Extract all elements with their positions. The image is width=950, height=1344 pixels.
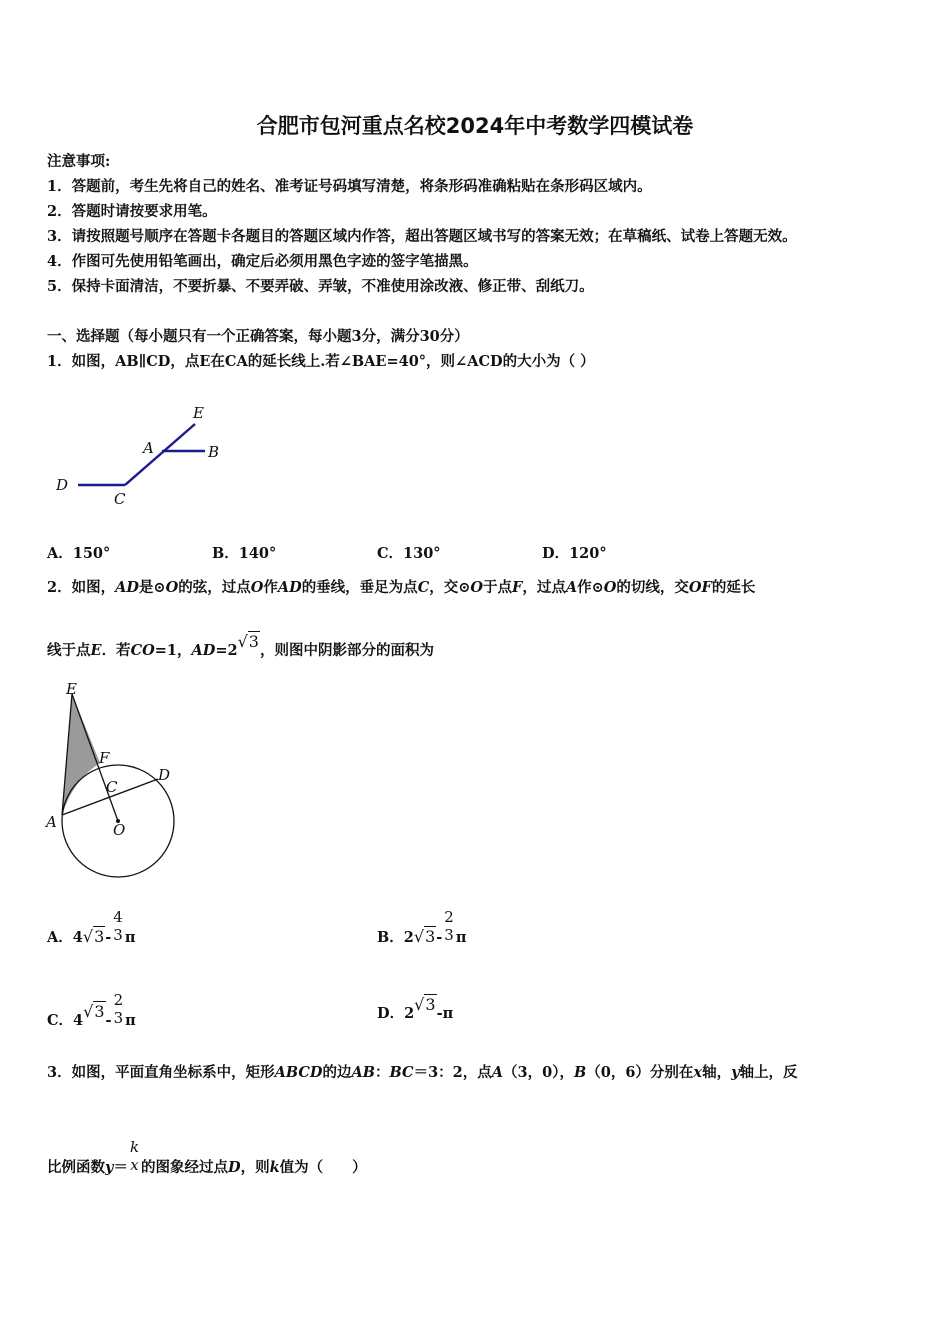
text: 轴，	[702, 1064, 732, 1081]
radicand: 3	[425, 995, 436, 1014]
option-letter: C．	[47, 1012, 74, 1029]
fraction	[130, 1138, 139, 1174]
coef: 4	[72, 929, 83, 946]
radicand: 3	[248, 632, 259, 651]
text: （0，6）分别在	[586, 1064, 694, 1081]
var-ab: AB	[351, 1064, 375, 1081]
text: 3．如图，平面直角坐标系中，矩形	[47, 1064, 275, 1081]
text: ，则图中阴影部分的面积为	[259, 642, 434, 659]
label-c: C	[106, 778, 118, 796]
sqrt: √3	[82, 927, 105, 946]
sqrt: √3	[413, 927, 436, 946]
question-1-figure	[50, 398, 240, 513]
question-1-option-c[interactable]: C．130°	[377, 545, 441, 562]
radicand: 3	[94, 927, 105, 946]
coef: 2	[403, 929, 414, 946]
question-1-text: 1．如图，AB∥CD，点E在CA的延长线上.若∠BAE=40°，则∠ACD的大小为（ ）	[47, 353, 595, 370]
var-bc: BC	[389, 1064, 414, 1081]
denominator: 3	[113, 926, 123, 944]
numerator: 4	[113, 908, 123, 926]
text: 的切线，交	[616, 579, 689, 596]
minus: -	[105, 1012, 112, 1029]
label-d: D	[56, 476, 69, 494]
var-of: OF	[688, 579, 712, 596]
label-d: D	[158, 766, 171, 784]
var-o: O	[250, 579, 264, 596]
var-o: O	[165, 579, 179, 596]
var-abcd: ABCD	[274, 1064, 323, 1081]
numerator: k	[129, 1138, 140, 1156]
var-co: CO	[130, 642, 155, 659]
text: 值为（ ）	[279, 1159, 367, 1176]
var-ad: AD	[191, 642, 216, 659]
denominator: 3	[444, 926, 454, 944]
denominator: x	[130, 1156, 139, 1174]
label-a: A	[143, 439, 154, 457]
coef: 2	[404, 1005, 415, 1022]
text: 轴上，反	[739, 1064, 798, 1081]
var-ad: AD	[277, 579, 302, 596]
sqrt: √3	[83, 1002, 105, 1021]
text: 线于点	[47, 642, 91, 659]
var-b: B	[573, 1064, 587, 1081]
note-item: 2．答题时请按要求用笔。	[47, 203, 217, 220]
var-o: O	[603, 579, 617, 596]
text: 作⊙	[577, 579, 604, 596]
text: ，过点	[522, 579, 566, 596]
option-letter: A．	[47, 929, 73, 946]
question-1-option-a[interactable]: A．150°	[47, 545, 111, 562]
text: 2．如图，	[47, 579, 116, 596]
pi: π	[124, 929, 136, 946]
text: ．若	[101, 642, 131, 659]
text: 于点	[483, 579, 513, 596]
sqrt: √3	[414, 995, 436, 1014]
pi: π	[125, 1012, 136, 1029]
question-2-line-1	[47, 578, 755, 598]
label-e: E	[193, 404, 204, 422]
fraction	[444, 908, 454, 944]
question-2-option-a[interactable]	[47, 908, 136, 956]
option-letter: B．	[377, 929, 404, 946]
var-k: k	[269, 1159, 280, 1176]
text: =1，	[154, 642, 192, 659]
radicand: 3	[94, 1002, 105, 1021]
var-e: E	[90, 642, 102, 659]
var-c: C	[417, 579, 430, 596]
label-o: O	[113, 821, 126, 839]
question-1-option-b[interactable]: B．140°	[212, 545, 277, 562]
fraction	[114, 991, 124, 1027]
text: ＝	[113, 1159, 128, 1176]
numerator: 2	[113, 991, 124, 1009]
text: 的图象经过点	[141, 1159, 229, 1176]
denominator: 3	[113, 1009, 124, 1027]
radicand: 3	[425, 927, 436, 946]
text: ＝3：2，点	[413, 1064, 492, 1081]
text: 的延长	[711, 579, 756, 596]
var-y: y	[731, 1064, 740, 1081]
question-2-option-d[interactable]	[377, 995, 454, 1024]
var-x: x	[693, 1064, 703, 1081]
question-2-option-c[interactable]	[47, 991, 136, 1039]
note-item: 5．保持卡面清洁，不要折暴、不要弄破、弄皱，不准使用涂改液、修正带、刮纸刀。	[47, 278, 594, 295]
text: ，交⊙	[429, 579, 471, 596]
minus-pi: -π	[436, 1005, 454, 1022]
question-2-figure	[40, 680, 190, 885]
var-o: O	[470, 579, 484, 596]
text: 的弦，过点	[178, 579, 251, 596]
question-1-option-d[interactable]: D．120°	[542, 545, 607, 562]
var-a: A	[491, 1064, 504, 1081]
section-heading: 一、选择题（每小题只有一个正确答案，每小题3分，满分30分）	[47, 328, 469, 345]
text: ：	[375, 1064, 390, 1081]
text: 是⊙	[138, 579, 166, 596]
text: ，则	[240, 1159, 270, 1176]
note-item: 1．答题前，考生先将自己的姓名、准考证号码填写清楚，将条形码准确粘贴在条形码区域内。	[47, 178, 652, 195]
var-ad: AD	[115, 579, 139, 596]
note-item: 3．请按照题号顺序在答题卡各题目的答题区域内作答，超出答题区域书写的答案无效；在草稿纸、试卷上答题无效。	[47, 228, 797, 245]
pi: π	[455, 929, 467, 946]
label-e: E	[66, 680, 77, 698]
minus: -	[105, 929, 112, 946]
text: （3，0），	[503, 1064, 574, 1081]
var-y: y	[105, 1159, 114, 1176]
numerator: 2	[444, 908, 454, 926]
label-b: B	[208, 443, 220, 461]
label-c: C	[114, 490, 126, 508]
text: =2	[215, 642, 238, 659]
text: 的垂线，垂足为点	[301, 579, 418, 596]
question-2-option-b[interactable]	[377, 908, 467, 956]
label-f: F	[99, 749, 110, 767]
note-item: 4．作图可先使用铅笔画出，确定后必须用黑色字迹的签字笔描黑。	[47, 253, 478, 270]
notes-heading: 注意事项:	[47, 153, 111, 170]
label-a: A	[46, 813, 57, 831]
question-3-line-2	[47, 1138, 367, 1186]
page-title: 合肥市包河重点名校2024年中考数学四模试卷	[256, 114, 694, 138]
var-d: D	[228, 1159, 241, 1176]
question-2-line-2	[47, 632, 434, 661]
var-a: A	[565, 579, 578, 596]
var-f: F	[512, 579, 523, 596]
minus: -	[436, 929, 443, 946]
segment-ce	[125, 424, 195, 485]
fraction	[113, 908, 123, 944]
text: 作	[263, 579, 278, 596]
question-3-line-1	[47, 1063, 798, 1083]
text: 比例函数	[47, 1159, 105, 1176]
sqrt: √3	[237, 632, 259, 651]
text: 的边	[322, 1064, 352, 1081]
option-letter: D．	[377, 1005, 405, 1022]
coef: 4	[73, 1012, 84, 1029]
